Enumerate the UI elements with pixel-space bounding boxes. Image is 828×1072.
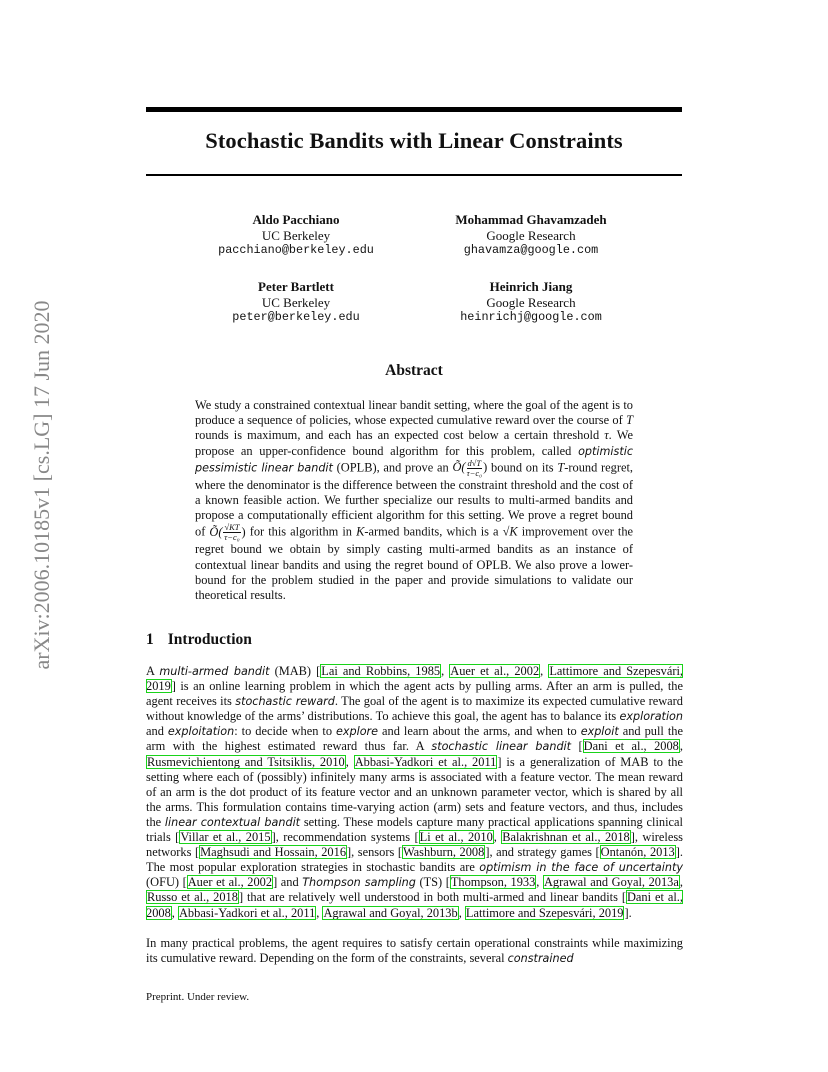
abstract-text: -armed bandits, which is a (364, 524, 503, 539)
paragraph-text: (OFU) [ (146, 875, 187, 890)
paragraph-text: ] is a generalization of MAB to the setting where each of (possibly) infinitely many arms is associated with a feature vector. The mean reward of an arm is the dot product of its feature vector and an unknown parameter vector, which is shared by all the arms. This formulation contains time-varying action (arm) sets and feature vectors, and thus, includes the (146, 754, 684, 829)
abstract-text: (OPLB), and prove an (332, 460, 453, 475)
emphasized-term: multi-armed bandit (159, 665, 270, 678)
abstract-paragraph (195, 398, 633, 603)
abstract-text: rounds is maximum, and each has an expected cost below a certain threshold (195, 428, 605, 443)
paragraph-text: and pull the arm with the highest estimated reward thus far. A (146, 724, 683, 754)
title-top-rule (146, 107, 682, 112)
math-symbol: K (356, 524, 365, 539)
citation-link[interactable]: Abbasi-Yadkori et al., 2011 (354, 754, 497, 769)
algorithm-name: optimistic pessimistic linear bandit (195, 444, 633, 475)
paragraph-text: , (316, 905, 323, 920)
paragraph-text: . The goal of the agent is to maximize its expected cumulative reward without knowledge of the arms’ distributions. To achieve this goal, the agent has to balance its (146, 694, 683, 724)
intro-paragraph-2 (146, 936, 683, 966)
author-block (401, 212, 661, 259)
author-email[interactable]: heinrichj@google.com (460, 310, 602, 324)
big-o-symbol: Õ( (209, 524, 223, 539)
arxiv-identifier: arXiv:2006.10185v1 [cs.LG] 17 Jun 2020 (29, 300, 54, 670)
paragraph-text: ], recommendation systems [ (271, 830, 419, 845)
paragraph-text: and (146, 724, 168, 739)
paragraph-text: ] that are relatively well understood in both multi-armed and linear bandits [ (238, 890, 626, 905)
citation-link[interactable]: Lattimore and Szepesvári, 2019 (465, 905, 624, 920)
citation-link[interactable]: Dani et al., 2008 (146, 890, 683, 920)
fraction (223, 523, 240, 542)
paragraph-text: , (493, 830, 502, 845)
abstract-text: improvement over the regret bound we obtain by simply casting multi-armed bandits as an instance of contextual linear bandits and using the regret bound of OPLB. We also prove a lower-bound for the problem studied in the paper and provide simulations to validate our theoretical results. (195, 524, 634, 603)
paragraph-text: (MAB) [ (269, 664, 321, 678)
citation-link[interactable]: Thompson, 1933 (450, 875, 536, 890)
author-name: Peter Bartlett (258, 279, 334, 294)
author-affiliation: Google Research (486, 227, 576, 243)
abstract-text: -round regret, where the denominator is the difference between the constraint threshold and the cost of a known feasible action. We further specialize our results to multi-armed bandits and propose a computationally efficient algorithm for this setting. We prove a regret bound of (195, 460, 634, 539)
abstract-body (195, 398, 633, 603)
emphasized-term: exploit (580, 725, 619, 739)
paragraph-text: , (441, 664, 450, 678)
footer-note: Preprint. Under review. (146, 991, 250, 1003)
title-bottom-rule (146, 174, 682, 176)
fraction-numerator: d√T (467, 457, 482, 468)
fraction (467, 459, 483, 478)
citation-link[interactable]: Auer et al., 2002 (450, 664, 540, 678)
paragraph-text: , (536, 875, 543, 890)
fraction-denominator: τ−c₀ (224, 532, 240, 543)
section-heading (146, 631, 252, 649)
abstract-text: . We propose an upper-confidence bound algorithm for this problem, called (195, 428, 633, 458)
author-block (166, 212, 426, 259)
paragraph-text: ], sensors [ (347, 845, 402, 860)
emphasized-term: exploitation (167, 725, 235, 739)
citation-link[interactable]: Abbasi-Yadkori et al., 2011 (178, 905, 316, 920)
emphasized-term: Thompson sampling (302, 876, 416, 890)
citation-link[interactable]: Ontanón, 2013 (600, 845, 675, 860)
citation-link[interactable]: Maghsudi and Hossain, 2016 (200, 845, 347, 860)
emphasized-term: stochastic linear bandit (431, 740, 572, 754)
author-block (166, 279, 426, 326)
paragraph-text: , (345, 754, 354, 769)
paragraph-text: ] and (273, 875, 303, 890)
section-title: Introduction (167, 631, 252, 648)
paragraph-text: ]. The most popular exploration strategies in stochastic bandits are (146, 845, 683, 875)
paragraph-text: ], wireless networks [ (146, 830, 683, 860)
paragraph-text: , (171, 905, 178, 920)
paragraph-text: , (679, 875, 683, 890)
author-email[interactable]: pacchiano@berkeley.edu (218, 243, 374, 257)
regret-bound-formula (209, 522, 246, 543)
paragraph-text: ], and strategy games [ (485, 845, 600, 860)
author-name: Mohammad Ghavamzadeh (455, 212, 607, 227)
fraction-denominator: τ−c₀ (466, 467, 483, 478)
citation-link[interactable]: Lattimore and Szepesvári, 2019 (146, 664, 683, 694)
citation-link[interactable]: Washburn, 2008 (402, 845, 485, 860)
author-email[interactable]: peter@berkeley.edu (232, 310, 360, 324)
abstract-text: bound on its (487, 460, 558, 475)
sqrt-k: √K (502, 524, 518, 539)
abstract-text: for this algorithm in (245, 524, 357, 539)
emphasized-term: exploration (619, 710, 683, 724)
emphasized-term: stochastic reward (235, 695, 335, 709)
citation-link[interactable]: Lai and Robbins, 1985 (321, 664, 441, 678)
paragraph-text: ]. (624, 905, 632, 920)
paragraph-text: In many practical problems, the agent requires to satisfy certain operational constraints while maximizing its cumulative reward. Depending on the form of the constraints, several (146, 936, 683, 966)
paragraph-text: , (540, 664, 549, 678)
author-email[interactable]: ghavamza@google.com (463, 243, 599, 257)
fraction-numerator: √KT (224, 522, 240, 533)
paragraph (146, 936, 683, 966)
abstract-text: We study a constrained contextual linear bandit setting, where the goal of the agent is to produce a sequence of policies, whose expected cumulative reward over the course of (195, 398, 633, 428)
citation-link[interactable]: Russo et al., 2018 (147, 890, 238, 905)
math-symbol: T (626, 413, 633, 428)
paragraph-text: [ (571, 739, 583, 754)
author-affiliation: Google Research (486, 294, 576, 310)
emphasized-term: linear contextual bandit (164, 815, 301, 829)
citation-link[interactable]: Balakrishnan et al., 2018 (502, 830, 630, 845)
paragraph-text: A (146, 664, 160, 678)
paragraph-text: , (458, 905, 465, 920)
math-symbol: τ (604, 428, 609, 443)
abstract-heading: Abstract (385, 362, 443, 379)
author-affiliation: UC Berkeley (261, 227, 331, 243)
citation-link[interactable]: Agrawal and Goyal, 2013a (543, 875, 679, 890)
paragraph-text: and learn about the arms, and when to (378, 724, 581, 739)
citation-link[interactable]: Rusmevichientong and Tsitsiklis, 2010 (147, 754, 345, 769)
citation-link[interactable]: Li et al., 2010 (419, 830, 493, 845)
author-affiliation: UC Berkeley (261, 294, 331, 310)
emphasized-term: optimism in the face of uncertainty (479, 861, 683, 875)
close-paren: ) (483, 460, 488, 475)
big-o-symbol: Õ( (452, 460, 466, 475)
paragraph-text: ] is an online learning problem in which the agent acts by pulling arms. After an arm is pulled, the agent receives its (146, 679, 683, 709)
emphasized-term: explore (335, 725, 379, 739)
paragraph-text: , (679, 739, 683, 754)
paragraph (146, 664, 683, 921)
author-name: Heinrich Jiang (489, 279, 573, 294)
citation-link[interactable]: Auer et al., 2002 (187, 875, 273, 890)
author-name: Aldo Pacchiano (252, 212, 340, 227)
math-symbol: T (557, 460, 565, 475)
section-number: 1 (146, 631, 154, 648)
paragraph-text: : to decide when to (234, 724, 336, 739)
close-paren: ) (241, 524, 246, 539)
author-block (401, 279, 661, 326)
paragraph-text: (TS) [ (415, 875, 450, 890)
paper-title: Stochastic Bandits with Linear Constraints (205, 128, 623, 153)
intro-paragraph-1 (146, 664, 683, 921)
regret-bound-formula (452, 457, 488, 478)
arxiv-sidebar (20, 290, 64, 680)
citation-link[interactable]: Dani et al., 2008 (583, 739, 679, 754)
paragraph-text: setting. These models capture many practical applications spanning clinical trials [ (146, 814, 683, 845)
citation-link[interactable]: Villar et al., 2015 (180, 830, 271, 845)
citation-link[interactable]: Agrawal and Goyal, 2013b (323, 905, 458, 920)
emphasized-term: constrained (507, 952, 574, 966)
